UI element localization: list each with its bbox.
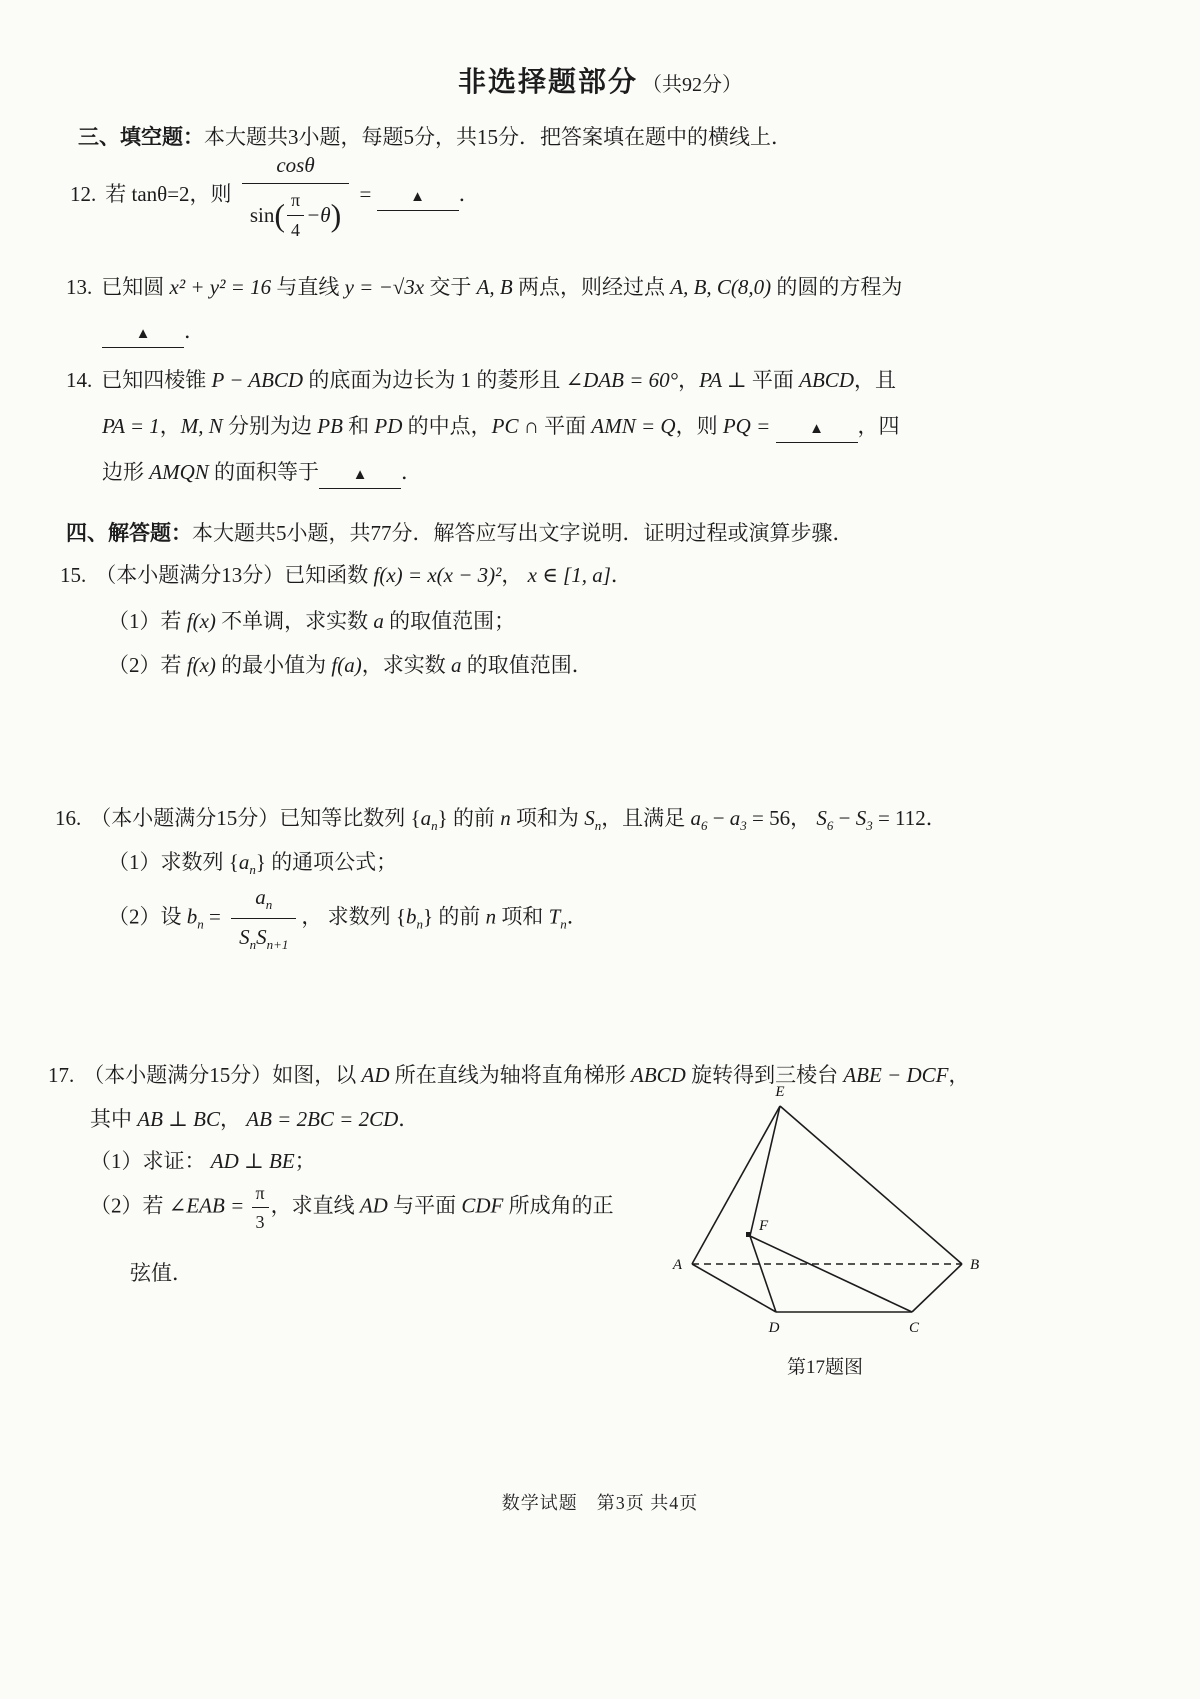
math-segment: PA ⊥: [699, 368, 747, 392]
text-segment: 的面积等于: [208, 460, 319, 484]
point-F-marker: [746, 1232, 751, 1237]
math-sub: 3: [866, 818, 873, 834]
edge-EA: [692, 1106, 780, 1264]
triangle-mark: ▲: [135, 326, 151, 342]
text-segment: 与平面: [387, 1193, 462, 1218]
page-footer: 数学试题 第3页 共4页: [501, 1493, 699, 1513]
text-segment: 不单调，求实数: [215, 609, 374, 633]
math-segment: a: [255, 885, 266, 909]
math-segment: S: [855, 806, 867, 830]
question-17-line2: [90, 1104, 419, 1134]
math-segment: S: [256, 925, 267, 950]
math-segment: PB: [317, 414, 343, 438]
triangle-mark: ▲: [352, 467, 368, 483]
text-segment: ，则: [675, 414, 723, 438]
fraction-denominator: 3: [255, 1212, 265, 1233]
math-segment: ∠EAB =: [168, 1193, 250, 1218]
text-segment: （1）求证：: [90, 1149, 211, 1173]
title-score: （共92分）: [642, 74, 742, 96]
fraction-inner: [287, 187, 304, 242]
math-segment: A, B, C(8,0): [670, 275, 772, 299]
math-segment: f(x): [186, 653, 216, 677]
math-segment: f(x): [186, 609, 216, 633]
math-segment: }: [255, 850, 266, 874]
answer-blank: [102, 325, 184, 348]
math-sub: n: [416, 916, 423, 932]
math-segment: b: [405, 904, 417, 929]
text-segment: ，: [159, 414, 181, 438]
section3-heading: [78, 122, 792, 152]
text-segment: （2）若: [90, 1193, 169, 1218]
question-number: 15.: [60, 563, 87, 587]
question-number: 12.: [70, 182, 97, 207]
edge-FC: [750, 1236, 912, 1312]
text-segment: ，: [501, 563, 528, 587]
text-segment: （2）若: [108, 653, 187, 677]
math-segment: {: [395, 904, 406, 929]
text-segment: 的取值范围．: [461, 653, 593, 677]
question-13: [66, 272, 902, 302]
math-segment: ABCD: [631, 1063, 686, 1087]
text-segment: 的中点，: [402, 414, 492, 438]
answer-blank: [377, 188, 459, 211]
text-segment: 项和: [496, 904, 549, 929]
section4-heading: [66, 518, 854, 548]
math-segment: S: [584, 806, 595, 830]
question-14-line2: [102, 411, 900, 443]
math-segment: −: [707, 806, 730, 830]
math-segment: }: [422, 904, 434, 929]
answer-blank: [319, 466, 401, 489]
text-segment: ．: [398, 1107, 420, 1131]
text-segment: ，: [678, 368, 700, 392]
text-segment: ，求直线: [270, 1193, 360, 1218]
math-segment: ABE − DCF: [843, 1063, 949, 1087]
math-sub: n: [265, 897, 273, 913]
text-segment: （1）若: [108, 609, 187, 633]
text-segment: 的前: [433, 904, 486, 929]
section-rest: 本大题共5小题，共77分．解答应写出文字说明．证明过程或演算步骤．: [192, 521, 854, 545]
math-segment: x² + y² = 16: [169, 275, 272, 299]
text-segment: （2）设: [108, 904, 187, 929]
math-segment: AD ⊥ BE: [210, 1149, 295, 1173]
question-16-part2: [108, 882, 588, 955]
text-segment: ，且: [853, 368, 896, 392]
fraction-numerator: π: [252, 1180, 269, 1208]
math-segment: AB ⊥ BC: [137, 1107, 220, 1131]
math-segment: AMN = Q: [591, 414, 676, 438]
text-segment: （本小题满分15分）已知等比数列: [90, 806, 411, 830]
text-segment: 的前: [447, 806, 501, 830]
math-segment: S: [239, 925, 250, 950]
section-prefix: 三、填空题：: [78, 125, 204, 149]
math-segment: n: [500, 806, 511, 830]
text-segment: 的最小值为: [215, 653, 332, 677]
fraction: [252, 1180, 269, 1235]
text-segment: 的通项公式；: [265, 850, 398, 874]
text-segment: 若 tanθ=2，则: [105, 182, 237, 207]
math-segment: n: [485, 904, 497, 929]
text-segment: 其中: [90, 1107, 138, 1131]
math-segment: M, N: [180, 414, 223, 438]
math-segment: AD: [359, 1193, 388, 1218]
question-17-tail: [130, 1258, 193, 1288]
math-segment: =: [354, 182, 377, 207]
math-segment: {: [228, 850, 239, 874]
math-segment: −: [833, 806, 856, 830]
text-segment: 项和为: [510, 806, 585, 830]
math-segment: sin: [249, 202, 275, 227]
question-12: [70, 150, 480, 243]
title-text: 非选择题部分: [457, 67, 638, 98]
fraction-numerator: π: [287, 187, 304, 215]
fraction-numerator: [242, 150, 349, 184]
math-segment: AMQN: [149, 460, 209, 484]
question-17-part1: [90, 1146, 316, 1176]
text-segment: ．: [610, 563, 632, 587]
text-segment: ，: [220, 1107, 247, 1131]
text-segment: 所在直线为轴将直角梯形: [389, 1063, 631, 1087]
text-segment: 已知四棱锥: [101, 368, 212, 392]
text-segment: 分别为边: [222, 414, 318, 438]
fraction-numerator: [231, 882, 296, 919]
right-paren: ): [330, 197, 342, 234]
text-segment: 平面: [538, 414, 592, 438]
text-segment: ，: [948, 1063, 970, 1087]
math-sub: n: [197, 916, 204, 932]
math-sub: n: [594, 818, 602, 834]
question-number: 13.: [66, 275, 93, 299]
math-segment: x ∈ [1, a]: [527, 563, 611, 587]
math-segment: }: [437, 806, 448, 830]
question-15-stem: [60, 560, 632, 590]
math-segment: PQ =: [722, 414, 776, 438]
text-segment: 旋转得到三棱台: [685, 1063, 844, 1087]
fraction-denominator: 4: [291, 219, 301, 240]
math-segment: PA = 1: [102, 414, 160, 438]
text-segment: ．: [401, 460, 422, 484]
text-segment: 平面: [746, 368, 800, 392]
math-segment: a: [690, 806, 701, 830]
left-paren: (: [274, 197, 285, 234]
math-sub: n: [249, 937, 257, 953]
text-segment: 的底面为边长为 1 的菱形且: [303, 368, 566, 392]
vertex-label-A: A: [672, 1257, 682, 1273]
math-segment: =: [203, 904, 227, 929]
text-segment: ，四: [857, 414, 900, 438]
edge-EB: [780, 1106, 962, 1264]
text-segment: （本小题满分13分）已知函数: [95, 563, 374, 587]
text-segment: ．: [184, 319, 205, 343]
math-segment: a: [420, 806, 432, 830]
math-sub: n: [249, 862, 256, 878]
math-segment: −θ: [306, 202, 331, 227]
text-segment: （1）求数列: [108, 850, 229, 874]
math-segment: cosθ: [276, 153, 315, 177]
question-14-line3: [102, 457, 422, 489]
fraction: [242, 150, 349, 243]
text-segment: 弦值．: [130, 1261, 193, 1285]
figure-17-diagram: [660, 1082, 990, 1352]
math-segment: A, B: [476, 275, 513, 299]
math-segment: y = −√3x: [344, 275, 425, 299]
text-segment: ，求实数: [361, 653, 451, 677]
question-16-part1: [108, 847, 397, 880]
text-segment: 边形: [102, 460, 150, 484]
fraction-denominator: [231, 919, 296, 955]
edge-EF: [750, 1106, 780, 1236]
math-sub: 6: [826, 818, 834, 834]
math-segment: f(x) = x(x − 3)²: [373, 563, 502, 587]
math-segment: PC ∩: [491, 414, 539, 438]
vertex-label-F: F: [759, 1218, 769, 1234]
text-segment: ，且满足: [601, 806, 691, 830]
edge-AD: [692, 1264, 776, 1312]
vertex-label-E: E: [775, 1084, 785, 1100]
math-sub: 6: [700, 818, 708, 834]
vertex-label-B: B: [970, 1257, 980, 1273]
math-segment: AD: [361, 1063, 390, 1087]
text-segment: 与直线: [271, 275, 345, 299]
math-segment: b: [186, 904, 198, 929]
edge-CB: [912, 1264, 962, 1312]
answer-blank: [776, 420, 858, 443]
text-segment: ．: [458, 182, 480, 207]
math-sub: 3: [740, 818, 747, 834]
question-13-answer-line: [102, 316, 205, 348]
question-number: 17.: [48, 1063, 75, 1087]
triangle-mark: ▲: [410, 189, 425, 206]
text-segment: （本小题满分15分）如图，以: [83, 1063, 362, 1087]
fraction: [231, 882, 296, 955]
math-segment: T: [548, 904, 561, 929]
math-sub: n+1: [266, 937, 289, 953]
text-segment: ， 求数列: [301, 904, 396, 929]
math-segment: P − ABCD: [211, 368, 304, 392]
math-segment: a: [450, 653, 462, 677]
section-rest: 本大题共3小题，每题5分，共15分．把答案填在题中的横线上．: [204, 125, 792, 149]
page-title: [0, 60, 1200, 100]
math-segment: = 56，: [746, 806, 817, 830]
math-segment: = 112．: [872, 806, 947, 830]
text-segment: 和: [342, 414, 375, 438]
edge-FD: [750, 1236, 776, 1312]
vertex-label-D: D: [768, 1320, 780, 1336]
question-17-part2: [90, 1180, 614, 1235]
math-segment: AB = 2BC = 2CD: [246, 1107, 399, 1131]
math-sub: n: [560, 916, 567, 932]
math-segment: {: [410, 806, 421, 830]
math-segment: a: [373, 609, 384, 633]
math-segment: a: [238, 850, 250, 874]
math-segment: f(a): [331, 653, 362, 677]
text-segment: 的圆的方程为: [771, 275, 903, 299]
question-16-stem: [55, 803, 947, 836]
text-segment: ；: [294, 1149, 316, 1173]
text-segment: 两点，则经过点: [512, 275, 671, 299]
math-segment: PD: [374, 414, 403, 438]
math-segment: ∠DAB = 60°: [565, 368, 679, 392]
math-segment: CDF: [461, 1193, 504, 1218]
math-sub: n: [431, 818, 438, 834]
text-segment: 已知圆: [101, 275, 170, 299]
text-segment: 所成角的正: [503, 1193, 614, 1218]
question-number: 16.: [55, 806, 82, 830]
text-segment: ．: [566, 904, 588, 929]
fraction-denominator: [242, 184, 349, 242]
question-15-part1: [108, 606, 515, 636]
question-number: 14.: [66, 368, 93, 392]
figure-caption: 第17题图: [786, 1357, 863, 1378]
section-prefix: 四、解答题：: [66, 521, 192, 545]
triangle-mark: ▲: [809, 421, 824, 437]
question-14-line1: [66, 365, 896, 395]
text-segment: 的取值范围；: [383, 609, 516, 633]
text-segment: 交于: [424, 275, 477, 299]
math-segment: S: [816, 806, 827, 830]
math-segment: ABCD: [799, 368, 854, 392]
math-segment: a: [729, 806, 741, 830]
vertex-label-C: C: [908, 1320, 920, 1336]
question-15-part2: [108, 650, 593, 680]
